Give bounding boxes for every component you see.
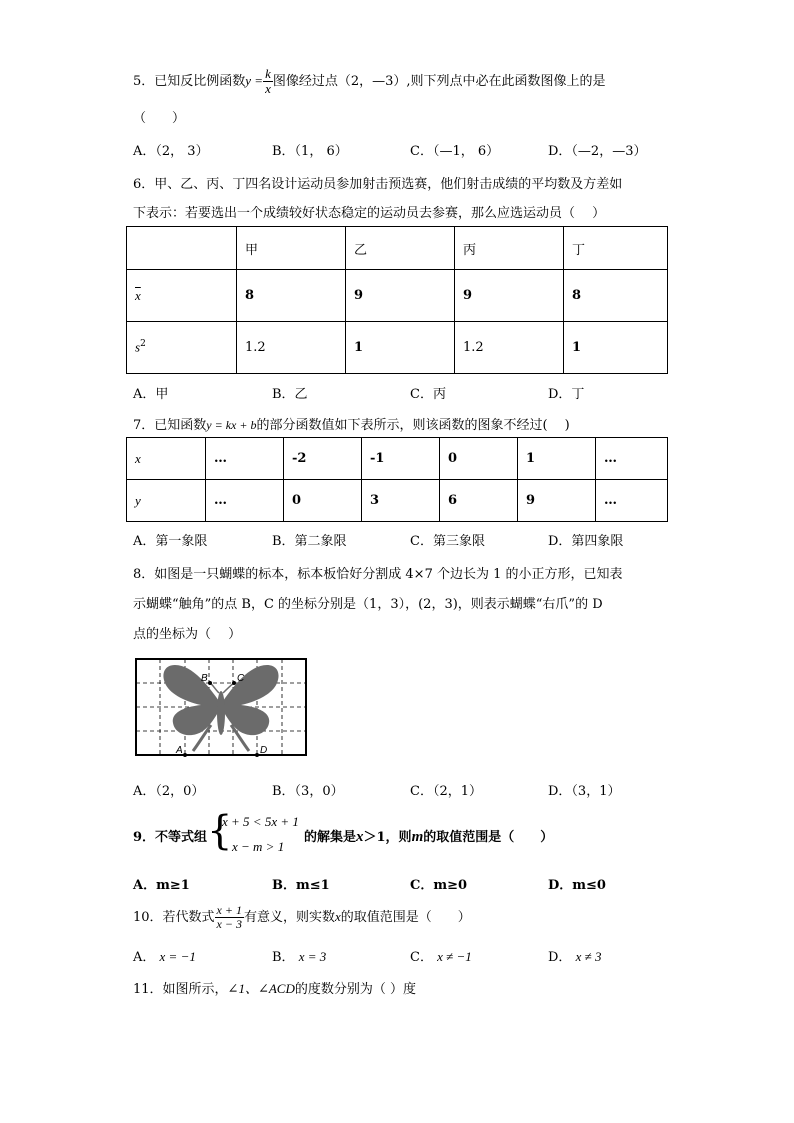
q8-line1: 8．如图是一只蝴蝶的标本，标本板恰好分割成 4×7 个边长为 1 的小正方形，已知表 <box>133 567 623 582</box>
q6-option-d[interactable]: D．丁 <box>548 387 585 402</box>
q8-butterfly-figure <box>131 657 311 761</box>
q7-x-1: … <box>206 438 284 480</box>
q10-frac-num: x + 1 <box>216 903 242 918</box>
q6-var-sup: 2 <box>140 339 146 350</box>
q6-mean-symbol: $\overline{x}$ <box>135 287 141 303</box>
q6-header-jia: 甲 <box>237 227 346 270</box>
q7-x-6: … <box>596 438 668 480</box>
q6-mean-ding: 8 <box>564 270 668 322</box>
q9-suffix-2: ＞1，则 <box>363 830 412 845</box>
q10-option-a-label: A． <box>133 950 156 965</box>
q10-var-x: x <box>335 909 341 924</box>
q6-option-a[interactable]: A．甲 <box>133 387 169 402</box>
q5-option-a[interactable]: A．（2， 3） <box>133 144 209 159</box>
q11-formula: ∠1、∠ACD <box>227 981 295 996</box>
q10-option-c[interactable] <box>410 946 472 965</box>
q5-paren: （ ） <box>133 111 186 126</box>
q7-table <box>126 437 668 522</box>
q7-y-label: y <box>127 480 206 522</box>
q10-fraction <box>215 904 244 930</box>
q7-x-label: x <box>127 438 206 480</box>
butterfly-shape <box>163 665 278 751</box>
q7-text-before: 7．已知函数 <box>133 418 207 433</box>
q11-suffix: 的度数分别为（ ）度 <box>294 982 416 997</box>
q6-var-label <box>127 322 237 374</box>
q9-suffix <box>304 826 553 846</box>
q6-var-ding: 1 <box>564 322 668 374</box>
q9-ineq1: x + 5 < 5x + 1 <box>222 814 299 829</box>
q6-option-b[interactable]: B．乙 <box>272 387 308 402</box>
q10-option-c-math: x ≠ −1 <box>437 949 472 964</box>
q7-y-2: 0 <box>284 480 362 522</box>
q9-brace: { <box>207 808 233 854</box>
q6-option-c[interactable]: C．丙 <box>410 387 446 402</box>
q6-header-bing: 丙 <box>455 227 564 270</box>
q6-line1: 6．甲、乙、丙、丁四名设计运动员参加射击预选赛，他们射击成绩的平均数及方差如 <box>133 177 623 192</box>
q7-x-4: 0 <box>440 438 518 480</box>
q9-var-x: x <box>356 829 364 845</box>
q10-option-a-math: x = −1 <box>159 949 196 964</box>
q11-stem <box>133 978 416 997</box>
q10-option-b[interactable] <box>272 946 326 965</box>
q10-option-c-label: C． <box>410 950 433 965</box>
q6-header-yi: 乙 <box>346 227 455 270</box>
q8-option-c[interactable]: C．（2，1） <box>410 784 482 799</box>
q7-y-5: 9 <box>518 480 596 522</box>
q6-mean-bing: 9 <box>455 270 564 322</box>
q9-ineq2: x − m > 1 <box>232 839 285 854</box>
q9-suffix-3: 的取值范围是（ ） <box>423 830 554 845</box>
q9-option-c[interactable]: C．m≥0 <box>410 878 468 893</box>
point-a <box>183 753 187 757</box>
q6-mean-jia: 8 <box>237 270 346 322</box>
q8-option-b[interactable]: B．（3，0） <box>272 784 344 799</box>
q9-option-b[interactable]: B．m≤1 <box>272 878 330 893</box>
q10-frac-den: x − 3 <box>216 917 242 931</box>
q5-text-before: 5．已知反比例函数 <box>133 74 246 89</box>
point-d <box>255 753 259 757</box>
q8-line2: 示蝴蝶“触角”的点 B，C 的坐标分别是（1，3），(2，3)，则表示蝴蝶“右爪”的 D <box>133 597 603 612</box>
label-a: A <box>176 745 183 756</box>
q10-option-d-label: D． <box>548 950 572 965</box>
q9-option-a[interactable]: A．m≥1 <box>133 878 190 893</box>
q8-option-a[interactable]: A．（2，0） <box>133 784 205 799</box>
q9-prefix: 9．不等式组 <box>133 830 208 845</box>
q10-option-b-math: x = 3 <box>298 949 327 964</box>
q5-option-b[interactable]: B．（1， 6） <box>272 144 348 159</box>
q5-frac-num: k <box>265 66 271 82</box>
q7-y-6: … <box>596 480 668 522</box>
q8-option-d[interactable]: D．（3，1） <box>548 784 621 799</box>
q10-option-d[interactable] <box>548 946 601 965</box>
q7-option-a[interactable]: A．第一象限 <box>133 534 208 549</box>
q10-option-b-label: B． <box>272 950 295 965</box>
q7-y-3: 3 <box>362 480 440 522</box>
q5-option-d[interactable]: D．（—2，—3） <box>548 144 647 159</box>
q6-mean-yi: 9 <box>346 270 455 322</box>
q8-line3: 点的坐标为（ ） <box>133 627 242 642</box>
point-b <box>208 681 212 685</box>
q6-mean-label <box>127 270 237 322</box>
q6-var-yi: 1 <box>346 322 455 374</box>
q6-table <box>126 226 668 374</box>
q10-option-d-math: x ≠ 3 <box>575 949 602 964</box>
label-c: C <box>237 673 245 684</box>
q6-var-bing: 1.2 <box>455 322 564 374</box>
label-b: B <box>201 673 208 684</box>
q7-formula: y = kx + b <box>206 418 257 432</box>
q5-frac-den: x <box>265 81 271 96</box>
label-d: D <box>260 745 268 756</box>
q7-x-3: -1 <box>362 438 440 480</box>
q9-var-m: m <box>411 829 424 845</box>
q7-option-c[interactable]: C．第三象限 <box>410 534 485 549</box>
q5-fraction <box>263 67 273 95</box>
q7-y-4: 6 <box>440 480 518 522</box>
q7-x-5: 1 <box>518 438 596 480</box>
q6-header-ding: 丁 <box>564 227 668 270</box>
q5-option-c[interactable]: C．（—1， 6） <box>410 144 500 159</box>
q10-prefix: 10．若代数式 <box>133 910 215 925</box>
q9-option-d[interactable]: D．m≤0 <box>548 878 606 893</box>
q7-y-1: … <box>206 480 284 522</box>
q6-header-empty <box>127 227 237 270</box>
q7-stem <box>133 414 570 433</box>
q6-line2: 下表示：若要选出一个成绩较好状态稳定的运动员去参赛，那么应选运动员（ ） <box>133 206 606 221</box>
q7-x-2: -2 <box>284 438 362 480</box>
q7-text-after: 的部分函数值如下表所示，则该函数的图象不经过( ) <box>256 418 570 433</box>
q10-stem <box>133 898 471 937</box>
q10-middle: 有意义，则实数 <box>243 910 335 925</box>
q6-var-jia: 1.2 <box>237 322 346 374</box>
q7-option-d[interactable]: D．第四象限 <box>548 534 624 549</box>
q10-suffix: 的取值范围是（ ） <box>340 910 471 925</box>
q5-stem <box>133 66 606 97</box>
point-c <box>232 681 236 685</box>
q5-y-eq: y = <box>245 73 264 88</box>
q9-suffix-1: 的解集是 <box>304 830 357 845</box>
q11-prefix: 11．如图所示， <box>133 982 228 997</box>
q6-var-symbol: s <box>135 339 141 355</box>
q10-option-a[interactable] <box>133 946 196 965</box>
q5-text-after: 图像经过点（2，—3）,则下列点中必在此函数图像上的是 <box>272 74 606 89</box>
q7-option-b[interactable]: B．第二象限 <box>272 534 347 549</box>
